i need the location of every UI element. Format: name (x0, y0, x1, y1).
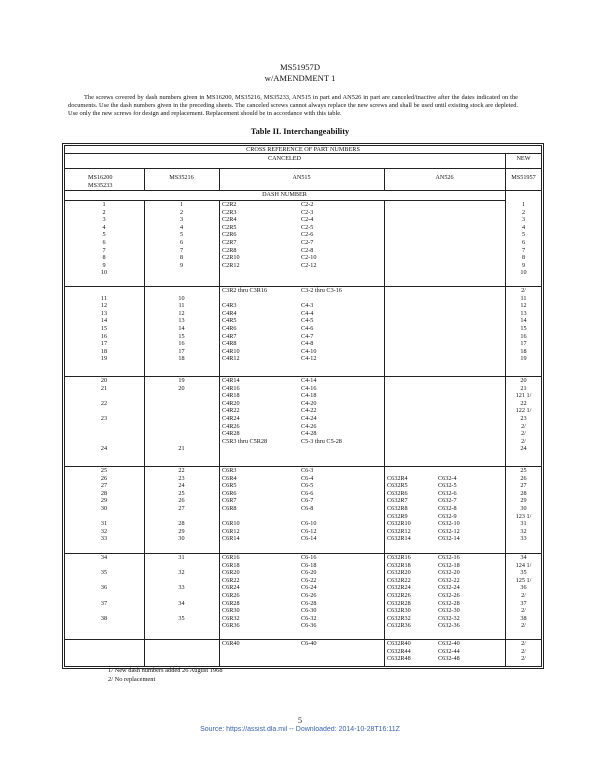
col-header-an515: AN515 (292, 174, 311, 181)
intro-text: The screws covered by dash numbers given in MS16200, MS35216, MS35233, AN515 in part and AN526 in part are canceled/inactive after the dates indicated on the documents. Use the dash numbers given in the preceding sheets. The canceled screws cannot always replace the new screws and shall be used until existing stock are depleted. Use only the new screws for design and replacement. Replacement should be in accordance with this table. (68, 94, 518, 117)
col-header-ms16200: MS16200 MS35233 (88, 174, 113, 189)
cell-an515-dash: C6-3 C6-4 C6-5 C6-6 C6-7 C6-8 C6-10 C6-12 C6-14 (301, 467, 317, 543)
cell-ms35216: 10 11 12 13 14 15 16 17 18 (178, 294, 185, 363)
cell-ms16200: 11 12 13 14 15 16 17 18 19 (100, 294, 108, 363)
col-header-ms51957: MS51957 (511, 174, 536, 181)
canceled-heading: CANCELED (268, 155, 301, 162)
cell-ms16200: 25 26 27 28 29 30 31 32 33 (100, 467, 108, 543)
cell-an526-dash: C632-16 C632-18 C632-20 C632-22 C632-24 C632-26 C632-28 C632-30 C632-32 C632-36 (438, 554, 460, 630)
source-line: Source: https://assist.dla.mil -- Downloaded: 2014-10-28T16:11Z (200, 726, 400, 732)
cell-an526-cr: C632R4 C632R5 C632R6 C632R7 C632R8 C632R9 C632R10 C632R12 C632R14 (387, 474, 411, 543)
col-header-ms35216: MS35216 (169, 174, 194, 181)
cell-an515-cr: C4R14 C4R16 C4R18 C4R20 C4R22 C4R24 C4R26 C4R28 C5R3 thru C5R28 (222, 377, 268, 445)
cell-ms16200: 34 35 36 37 38 (100, 554, 108, 622)
footnote-2-mark: 2/ (108, 676, 113, 683)
cell-an515-cr: C6R16 C6R18 C6R20 C6R22 C6R24 C6R26 C6R28 C6R30 C6R32 C6R36 (222, 554, 240, 630)
page-number: 5 (298, 716, 302, 725)
rule-col (384, 200, 385, 667)
cell-an526-dash: C632-40 C632-44 C632-48 (438, 640, 460, 663)
rule-col (219, 200, 220, 667)
footnote-2-text: No replacement (114, 676, 156, 683)
dash-number-heading: DASH NUMBER (262, 191, 307, 198)
cell-ms35216: 1 2 3 4 5 6 7 8 9 (179, 201, 184, 269)
intro-paragraph (68, 94, 518, 117)
cell-ms51957: 1 2 3 4 5 6 7 8 9 10 (520, 201, 527, 277)
col-header-an526: AN526 (435, 174, 454, 181)
footnote-2 (108, 676, 155, 684)
footnote-1-mark: 1/ (108, 667, 113, 674)
table-border-outer-left (62, 143, 63, 669)
cell-an515-cr: C6R40 (222, 640, 240, 647)
cell-an515-dash: C4-14 C4-16 C4-18 C4-20 C4-22 C4-24 C4-26 C4-28 C5-3 thru C5-28 (301, 377, 342, 445)
cell-an526-dash: C632-4 C632-5 C632-6 C632-7 C632-8 C632-9 C632-10 C632-12 C632-14 (438, 474, 460, 543)
interchangeability-table (64, 145, 542, 667)
cell-an515-cr: C6R3 C6R4 C6R5 C6R6 C6R7 C6R8 C6R10 C6R12 C6R14 (222, 467, 240, 543)
cell-an515-dash: C6-40 (301, 640, 317, 647)
table-border-outer-top (62, 143, 544, 144)
cell-an526-cr: C632R16 C632R18 C632R20 C632R22 C632R24 C632R26 C632R28 C632R30 C632R32 C632R36 (387, 554, 411, 630)
cell-ms51957: 2/ 11 12 13 14 15 16 17 18 19 (520, 287, 527, 363)
cell-an526-cr: C632R40 C632R44 C632R48 (387, 640, 411, 663)
cell-an515-dash: C6-16 C6-18 C6-20 C6-22 C6-24 C6-26 C6-28 C6-30 C6-32 C6-36 (301, 554, 317, 630)
table-title: Table II. Interchangeability (250, 127, 350, 136)
cell-ms51957: 20 21 121 1/ 22 122 1/ 23 2/ 2/ 2/ 24 (515, 377, 532, 453)
cell-an515-dash: C2-2 C2-3 C2-4 C2-5 C2-6 C2-7 C2-8 C2-10 C2-12 (301, 201, 317, 269)
footnote-1 (108, 667, 223, 675)
document-number: MS51957D (279, 62, 321, 72)
footnote-1-text: New dash numbers added 26 August 1968 (114, 667, 223, 674)
rule-below-canceled (64, 168, 542, 169)
cell-ms16200: 20 21 22 23 24 (100, 377, 108, 453)
cell-ms51957: 2/ 2/ 2/ (521, 640, 526, 663)
cell-an515-cr: C3R2 thru C3R16 C4R3 C4R4 C4R5 C4R6 C4R7 C4R8 C4R10 C4R12 (222, 287, 268, 363)
cell-ms35216: 22 23 24 25 26 27 28 29 30 (178, 467, 185, 543)
table-border-outer-right (543, 143, 544, 669)
new-heading: NEW (516, 155, 531, 162)
cell-ms16200: 1 2 3 4 5 6 7 8 9 10 (100, 201, 108, 277)
cell-an515-dash: C3-2 thru C3-16 C4-3 C4-4 C4-5 C4-6 C4-7 C4-8 C4-10 C4-12 (301, 287, 342, 363)
cell-ms35216: 19 20 21 (178, 377, 185, 453)
cell-ms35216: 31 32 33 34 35 (178, 554, 185, 622)
amendment-label: w/AMENDMENT 1 (264, 73, 336, 83)
cross-reference-heading: CROSS REFERENCE OF PART NUMBERS (246, 146, 360, 153)
cell-ms51957: 25 26 27 28 29 30 123 1/ 31 32 33 (515, 467, 532, 543)
cell-an515-cr: C2R2 C2R3 C2R4 C2R5 C2R6 C2R7 C2R8 C2R10 C2R12 (222, 201, 240, 269)
cell-ms51957: 34 124 1/ 35 125 1/ 36 2/ 37 2/ 38 2/ (515, 554, 532, 630)
